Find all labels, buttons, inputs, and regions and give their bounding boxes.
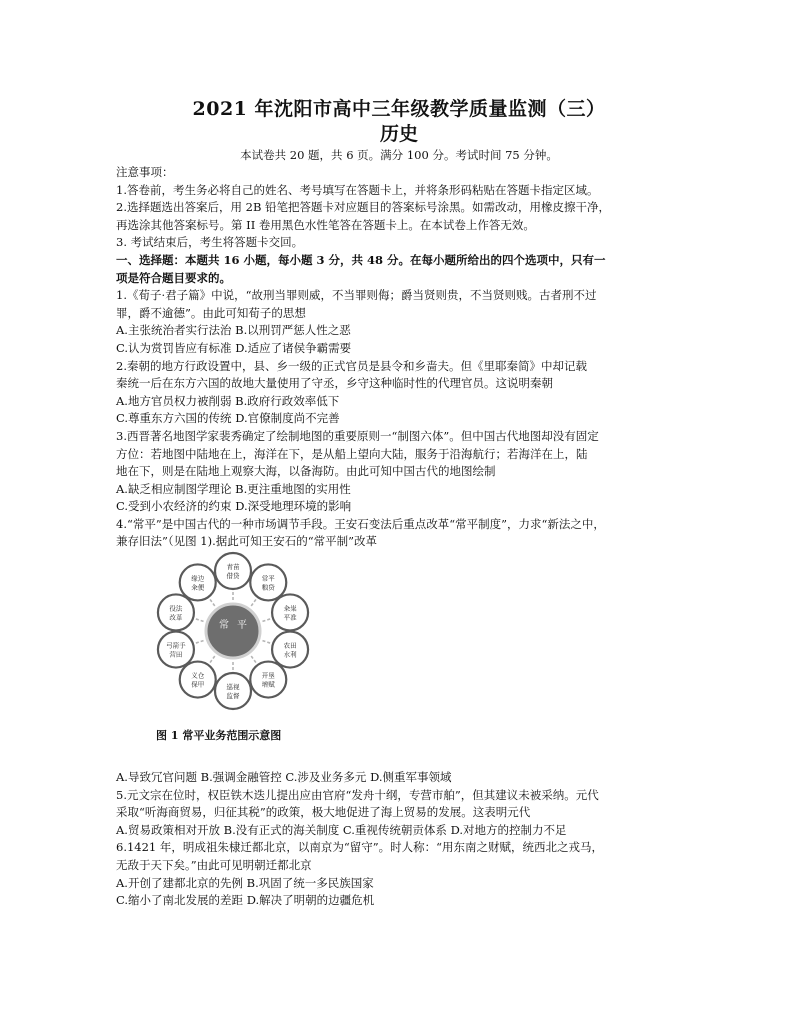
diagram-spoke	[262, 641, 270, 643]
diagram-node-label: 农田	[283, 641, 297, 650]
question-2-options: A.地方官员权力被削弱 B.政府行政效率低下	[116, 393, 340, 408]
section-heading: 一、选择题：本题共 16 小题，每小题 3 分，共 48 分。在每小题所给出的四个选项中，只有一	[116, 252, 606, 267]
diagram-node-label: 平准	[283, 613, 297, 622]
question-6-stem: 6.1421 年，明成祖朱棣迁都北京，以南京为“留守”。时人称：“用东南之财赋，统西北之戎马，	[116, 840, 604, 855]
note-line: 2.选择题选出答案后，用 2B 铅笔把答题卡对应题目的答案标号涂黑。如需改动，用橡皮擦干净，	[116, 200, 611, 215]
question-3-stem: 方位：若地图中陆地在上，海洋在下，是从船上望向大陆，服务于沿海航行；若海洋在上，陆	[116, 446, 588, 461]
diagram-node-label: 粮贷	[261, 583, 275, 592]
question-6-options: C.缩小了南北发展的差距 D.解决了明朝的边疆危机	[116, 893, 375, 908]
diagram-spoke	[251, 600, 256, 606]
diagram-node-circle	[215, 673, 251, 709]
figure-1-diagram	[116, 551, 682, 769]
note-line: 3. 考试结束后，考生将答题卡交回。	[116, 235, 304, 250]
notes-heading: 注意事项：	[116, 165, 174, 179]
figure-1-caption: 图 1 常平业务范围示意图	[156, 729, 282, 743]
question-4-stem: 4.“常平”是中国古代的一种市场调节手段。王安石变法后重点改革“常平制度”，力求“新法之中，	[116, 516, 605, 531]
diagram-node-label: 弓箭手	[166, 641, 186, 650]
note-line: 再选涂其他答案标号。第 II 卷用黑色水性笔答在答题卡上。在本试卷上作答无效。	[116, 217, 535, 232]
changping-diagram	[116, 551, 682, 751]
question-2-stem: 秦统一后在东方六国的故地大量使用了守丞，乡守这种临时性的代理官员。这说明秦朝	[116, 376, 553, 391]
section-heading: 项是符合题目要求的。	[116, 270, 231, 285]
diagram-node-label: 缘边	[191, 574, 205, 583]
diagram-node-label: 籴便	[191, 583, 205, 592]
diagram-node-label: 常平	[261, 574, 275, 583]
diagram-spoke	[196, 619, 204, 621]
question-4-stem: 兼存旧法”（见图 1).据此可知王安石的“常平制”改革	[116, 534, 377, 549]
diagram-node-label: 开垦	[261, 671, 275, 680]
note-line: 1.答卷前，考生务必将自己的姓名、考号填写在答题卡上，并将条形码粘贴在答题卡指定区域。	[116, 182, 599, 197]
question-1-stem: 1.《荀子·君子篇》中说，“故刑当罪则威，不当罪则侮；爵当贤则贵，不当贤则贱。古者刑不过	[116, 288, 597, 303]
diagram-node-label: 增赋	[261, 680, 275, 689]
diagram-node-label: 借贷	[226, 572, 240, 581]
question-3-stem: 3.西晋著名地图学家裴秀确定了绘制地图的重要原则一“制图六体”。但中国古代地图却没有固定	[116, 428, 599, 443]
question-3-stem: 地在下，则是在陆地上观察大海，以备海防。由此可知中国古代的地图绘制	[116, 464, 496, 479]
diagram-center-circle	[206, 604, 260, 658]
diagram-node-label: 水利	[283, 650, 297, 659]
diagram-node-label: 营田	[169, 650, 183, 659]
question-6-stem: 无敌于天下矣。”由此可见明朝迁都北京	[116, 858, 312, 873]
question-5-stem: 采取“听海商贸易，归征其税”的政策，极大地促进了海上贸易的发展。这表明元代	[116, 805, 531, 820]
question-5-stem: 5.元文宗在位时，权臣铁木迭儿提出应由官府“发舟十纲，专营市舶”，但其建议未被采纳。元代	[116, 787, 599, 802]
question-3-options: C.受到小农经济的约束 D.深受地理环境的影响	[116, 499, 352, 514]
diagram-node-label: 义仓	[191, 671, 205, 680]
diagram-spoke	[210, 600, 215, 606]
diagram-spoke	[251, 656, 256, 662]
question-1-stem: 罪，爵不逾德”。由此可知荀子的思想	[116, 305, 306, 320]
diagram-spoke	[262, 619, 270, 621]
diagram-node-label: 役法	[169, 604, 183, 613]
question-1-options: C.认为赏罚皆应有标准 D.适应了诸侯争霸需要	[116, 340, 352, 355]
diagram-spoke	[210, 656, 215, 662]
exam-page	[116, 96, 682, 910]
question-6-options: A.开创了建都北京的先例 B.巩固了统一多民族国家	[116, 875, 374, 890]
diagram-node-label: 籴粜	[283, 604, 297, 613]
question-1-options: A.主张统治者实行法治 B.以刑罚严惩人性之恶	[116, 323, 351, 338]
exam-info: 本试卷共 20 题，共 6 页。满分 100 分。考试时间 75 分钟。	[240, 148, 558, 162]
diagram-center-label: 平	[237, 620, 247, 632]
diagram-center-label: 常	[219, 620, 229, 632]
diagram-node-label: 保甲	[191, 680, 205, 689]
exam-subject: 历史	[379, 123, 418, 145]
exam-title: 2021 年沈阳市高中三年级教学质量监测（三）	[192, 98, 606, 120]
question-4-options: A.导致冗官问题 B.强调金融管控 C.涉及业务多元 D.侧重军事领域	[116, 770, 452, 785]
diagram-node-label: 巡视	[226, 683, 240, 692]
question-3-options: A.缺乏相应制图学理论 B.更注重地图的实用性	[116, 481, 351, 496]
question-5-options: A.贸易政策相对开放 B.没有正式的海关制度 C.重视传统朝贡体系 D.对地方的控制力不足	[116, 822, 567, 837]
diagram-spoke	[196, 641, 204, 643]
diagram-node-circle	[215, 553, 251, 589]
diagram-node-label: 青苗	[226, 563, 240, 572]
question-2-options: C.尊重东方六国的传统 D.官僚制度尚不完善	[116, 411, 340, 426]
question-2-stem: 2.秦朝的地方行政设置中，县、乡一级的正式官员是县令和乡啬夫。但《里耶秦简》中却记载	[116, 358, 587, 373]
diagram-node-label: 监督	[226, 692, 240, 701]
diagram-node-label: 改革	[169, 613, 183, 622]
